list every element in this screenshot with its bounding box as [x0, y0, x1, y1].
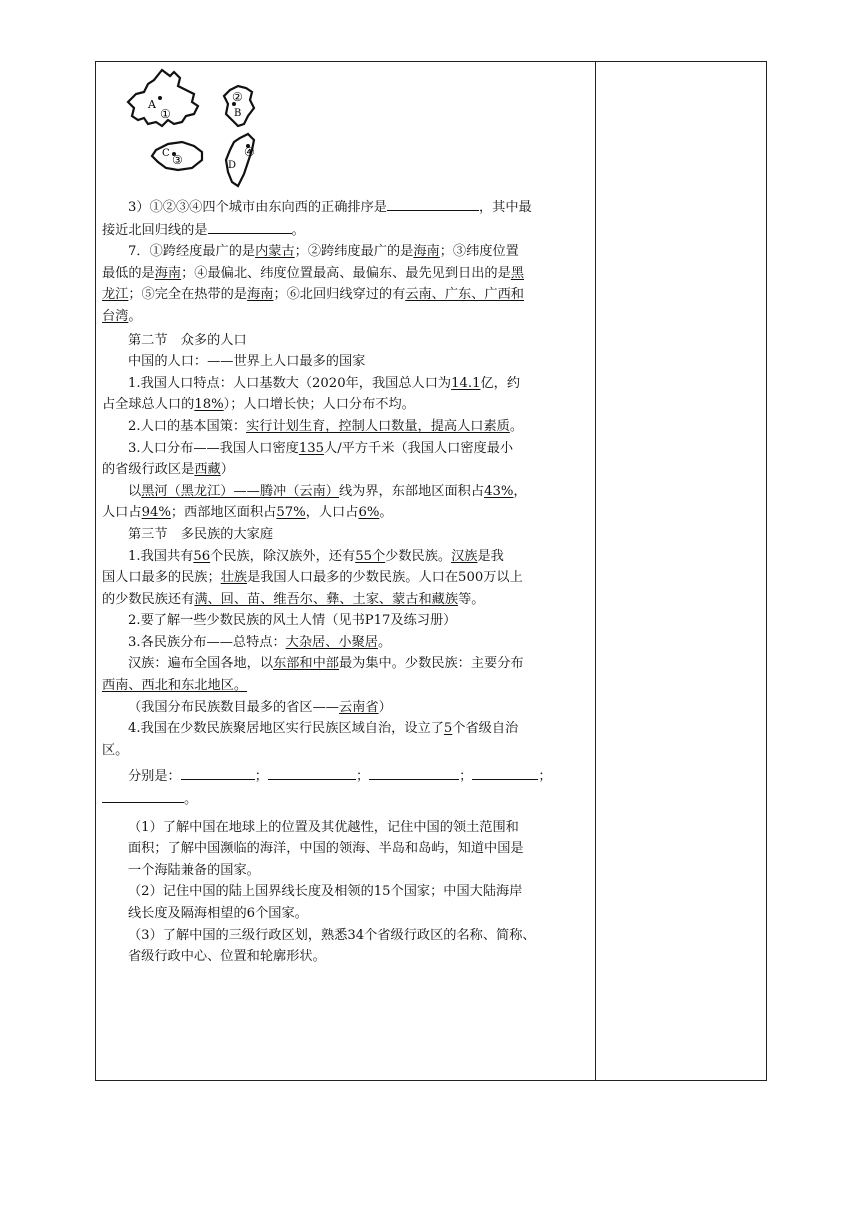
answer: 壮族: [220, 570, 248, 586]
text: 线为界，东部地区面积占: [339, 483, 485, 499]
text: 3.各民族分布——总特点：: [128, 634, 286, 650]
answer: 43%: [484, 483, 514, 499]
text: 2.人口的基本国策：: [128, 418, 247, 434]
item7-answer: 海南: [413, 244, 440, 260]
map-label-c: C: [162, 148, 170, 159]
answer: 6%: [358, 505, 380, 521]
answer-blank-region-2[interactable]: [268, 765, 356, 780]
answer: 西藏: [194, 462, 221, 478]
goal-3-line-2: 省级行政中心、位置和轮廓形状。: [128, 949, 326, 965]
answer-blank-region-5[interactable]: [102, 788, 184, 803]
answer: 大杂居、小聚居: [285, 634, 378, 650]
item-7-line-2: [102, 263, 590, 285]
separator: ；: [355, 769, 370, 785]
item7-text: ；④最偏北、纬度位置最高、最偏东、最先见到日出的是: [181, 265, 511, 281]
text: 国人口最多的民族；: [102, 570, 221, 586]
item-7-line-3: [102, 284, 590, 306]
text: 汉族：遍布全国各地，以: [128, 656, 274, 672]
answer-blank-region-4[interactable]: [472, 765, 538, 780]
answer: 汉族: [451, 548, 478, 564]
item7-text: 最低的是: [102, 265, 155, 281]
answer: 满、回、苗、维吾尔、彝、土家、蒙古和藏族: [194, 591, 459, 607]
goal-2-line-2: 线长度及隔海相望的6个国家。: [128, 906, 308, 921]
answer-blank-region-3[interactable]: [369, 765, 459, 780]
item7-answer: 海南: [154, 265, 182, 281]
lesson-notes: [102, 196, 590, 968]
item7-answer: 黑: [510, 265, 524, 281]
separator: ；: [254, 769, 268, 785]
item-7-line-1: [102, 241, 590, 263]
text: 等。: [458, 591, 485, 607]
section-3-title: 第三节 多民族的大家庭: [128, 526, 274, 542]
text: （我国分布民族数目最多的省区——: [128, 699, 339, 715]
answer: 黑河（黑龙江）——腾冲（云南）: [141, 483, 339, 499]
text: ）；人口增长快；人口分布不均。: [223, 397, 415, 413]
main-column: [102, 64, 590, 968]
text: 人口占: [102, 505, 142, 521]
answer: 135: [298, 440, 325, 456]
q3-text-4: 。: [291, 222, 305, 238]
map-label-1: ①: [160, 107, 171, 121]
text: 1.我国共有: [128, 548, 194, 564]
answer: 实行计划生育，控制人口数量，提高人口素质: [246, 418, 510, 434]
section-2-intro: 中国的人口：——世界上人口最多的国家: [128, 354, 366, 370]
most-ethnic-province: [102, 697, 590, 719]
text: 是我: [477, 548, 504, 564]
answer: 云南省: [339, 699, 379, 715]
answer: 西南、西北和东北地区。: [102, 678, 248, 694]
goal-1-line-2: 面积；了解中国濒临的海洋，中国的领海、半岛和岛屿，知道中国是: [128, 841, 524, 857]
section-2-title: 第二节 众多的人口: [128, 332, 247, 348]
item7-answer: 云南、广东、广西和: [405, 287, 524, 303]
text: 亿，约: [480, 375, 521, 391]
text: 。: [377, 634, 392, 650]
item7-text: 7．①跨经度最广的是: [128, 244, 256, 260]
province-outline-maps: [122, 64, 322, 196]
text: 人/平方千米（我国人口密度最小: [324, 440, 514, 456]
item7-answer: 内蒙古: [255, 244, 295, 260]
text: 少数民族。: [385, 548, 452, 564]
answer: 5: [443, 721, 453, 737]
map-label-3: ③: [172, 153, 183, 167]
autonomy-line-1: [102, 718, 590, 740]
item7-answer: 台湾: [102, 308, 129, 324]
answer: 57%: [276, 505, 306, 521]
question-3-line-1: [102, 196, 590, 219]
answer: 94%: [141, 505, 171, 521]
autonomy-line-2: 区。: [102, 742, 129, 758]
text: 的省级行政区是: [102, 462, 195, 478]
text: 。: [509, 418, 524, 434]
goal-1-line-3: 一个海陆兼备的国家。: [128, 862, 260, 878]
text: 是我国人口最多的少数民族。人口在500万以上: [247, 570, 523, 586]
ethnic-customs: 2.要了解一些少数民族的风土人情（见书P17及练习册）: [128, 613, 457, 629]
population-feature-line-1: [102, 373, 590, 395]
column-divider: [595, 62, 596, 1080]
hu-line-line-1: [102, 481, 590, 503]
map-label-4: ④: [244, 145, 255, 159]
text: ，人口占: [305, 505, 359, 521]
answer: 56: [193, 548, 211, 564]
ethnic-line-3: [102, 589, 590, 611]
text: 个民族，除汉族外，还有: [210, 548, 356, 564]
population-policy: [102, 416, 590, 438]
item-7-line-4: [102, 306, 590, 328]
item7-text: ；②跨纬度最广的是: [294, 244, 414, 260]
ethnic-distribution: [102, 632, 590, 654]
separator: ；: [459, 769, 473, 785]
item7-answer: 海南: [247, 287, 274, 303]
population-distribution-line-2: [102, 459, 590, 481]
autonomous-regions-line-2: [102, 788, 590, 811]
autonomous-regions-line-1: [102, 765, 590, 788]
separator: ；: [538, 769, 552, 785]
answer: 55个: [355, 548, 386, 564]
text: ）: [378, 699, 392, 715]
ethnic-line-2: [102, 567, 590, 589]
map-label-2: ②: [232, 90, 243, 104]
item7-text: ；⑥北回归线穿过的有: [273, 287, 406, 303]
text: 3.人口分布——我国人口密度: [128, 440, 299, 456]
answer-blank-tropic[interactable]: [208, 219, 292, 234]
answer-blank-region-1[interactable]: [181, 765, 255, 780]
answer: 18%: [194, 397, 224, 413]
q3-text-2: ，其中最: [478, 200, 532, 215]
goal-1-line-1: （1）了解中国在地球上的位置及其优越性，记住中国的领土范围和: [128, 819, 519, 835]
text: 以: [128, 483, 142, 499]
item7-answer: 龙江: [102, 287, 129, 303]
item7-text: ；③纬度位置: [439, 244, 519, 260]
text: 分别是：: [128, 769, 181, 785]
population-feature-line-2: [102, 394, 590, 416]
item7-text: 。: [128, 308, 142, 324]
province-maps-image: [122, 64, 322, 196]
q3-text-1: 3）①②③④四个城市由东向西的正确排序是: [128, 200, 387, 215]
map-label-b: B: [234, 108, 242, 119]
text: 。: [184, 792, 198, 808]
goal-3-line-1: （3）了解中国的三级行政区划，熟悉34个省级行政区的名称、简称、: [128, 927, 536, 943]
text: 1.我国人口特点：人口基数大（2020年，我国总人口为: [128, 375, 452, 391]
q3-text-3: 接近北回归线的是: [102, 222, 208, 238]
answer: 14.1: [451, 375, 481, 391]
text: 。: [379, 505, 393, 521]
text: ）: [220, 462, 234, 478]
item7-text: ；⑤完全在热带的是: [128, 287, 248, 303]
map-label-d: D: [228, 160, 237, 171]
answer-blank-order[interactable]: [387, 196, 479, 211]
text: ，: [513, 483, 527, 499]
map-label-a: A: [148, 98, 156, 111]
population-distribution-line-1: [102, 438, 590, 460]
han-distribution-line-1: [102, 653, 590, 675]
text: 4.我国在少数民族聚居地区实行民族区域自治，设立了: [128, 721, 444, 737]
han-distribution-line-2: [102, 675, 590, 697]
question-3-line-2: [102, 219, 590, 242]
text: 占全球总人口的: [102, 397, 195, 413]
notes-table: [95, 61, 767, 1081]
text: 个省级自治: [452, 721, 519, 737]
text: 的少数民族还有: [102, 591, 195, 607]
text: 最为集中。少数民族：主要分布: [339, 656, 524, 672]
goal-2-line-1: （2）记住中国的陆上国界线长度及相领的15个国家；中国大陆海岸: [128, 884, 523, 900]
hu-line-line-2: [102, 502, 590, 524]
ethnic-line-1: [102, 546, 590, 568]
text: ；西部地区面积占: [170, 505, 277, 521]
answer: 东部和中部: [273, 656, 339, 672]
